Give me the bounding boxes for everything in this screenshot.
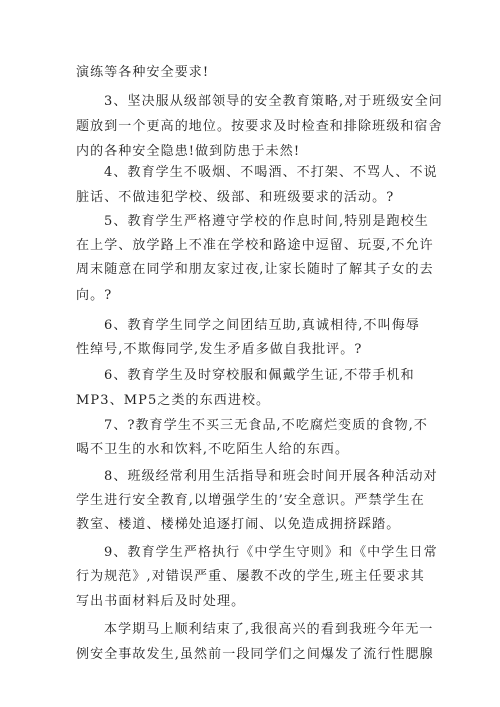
- text-line: 在上学、放学路上不准在学校和路途中逗留、玩耍,不允许: [76, 238, 434, 253]
- text-line: 写出书面材料后及时处理。: [76, 594, 246, 609]
- text-line: 学生进行安全教育,以增强学生的’安全意识。严禁学生在: [76, 493, 425, 508]
- text-line: 9、教育学生严格执行《中学生守则》和《中学生日常: [104, 545, 438, 560]
- text-line: 本学期马上顺利结束了,我很高兴的看到我班今年无一: [104, 622, 434, 637]
- text-line: 演练等各种安全要求!: [76, 65, 210, 80]
- text-line: 7、?教育学生不买三无食品,不吃腐烂变质的食物,不: [104, 418, 429, 433]
- text-line: 8、班级经常利用生活指导和班会时间开展各种活动对: [104, 469, 438, 484]
- text-line: 向。?: [76, 288, 113, 303]
- text-line: 教室、楼道、楼梯处追逐打闹、以免造成拥挤踩踏。: [76, 517, 401, 532]
- text-line: 3、坚决服从级部领导的安全教育策略,对于班级安全问: [104, 94, 443, 109]
- text-line: 周末随意在同学和朋友家过夜,让家长随时了解其子女的去: [76, 262, 434, 277]
- text-line: 例安全事故发生,虽然前一段同学们之间爆发了流行性腮腺: [76, 647, 434, 662]
- text-line: 4、教育学生不吸烟、不喝酒、不打架、不骂人、不说: [104, 165, 438, 180]
- text-line: 性绰号,不欺侮同学,发生矛盾多做自我批评。?: [76, 342, 363, 357]
- text-line: 题放到一个更高的地位。按要求及时检查和排除班级和宿舍: [76, 119, 443, 134]
- text-line: MP3、MP5之类的东西进校。: [76, 393, 271, 408]
- text-line: 6、教育学生及时穿校服和佩戴学生证,不带手机和: [104, 368, 415, 383]
- text-line: 行为规范》,对错误严重、屡教不改的学生,班主任要求其: [76, 569, 425, 584]
- text-line: 脏话、不做违犯学校、级部、和班级要求的活动。?: [76, 190, 395, 205]
- text-line: 5、教育学生严格遵守学校的作息时间,特别是跑校生: [104, 214, 429, 229]
- text-line: 内的各种安全隐患!做到防患于未然!: [76, 144, 301, 159]
- text-line: 喝不卫生的水和饮料,不吃陌生人给的东西。: [76, 442, 350, 457]
- text-line: 6、教育学生同学之间团结互助,真诚相待,不叫侮辱: [104, 318, 420, 333]
